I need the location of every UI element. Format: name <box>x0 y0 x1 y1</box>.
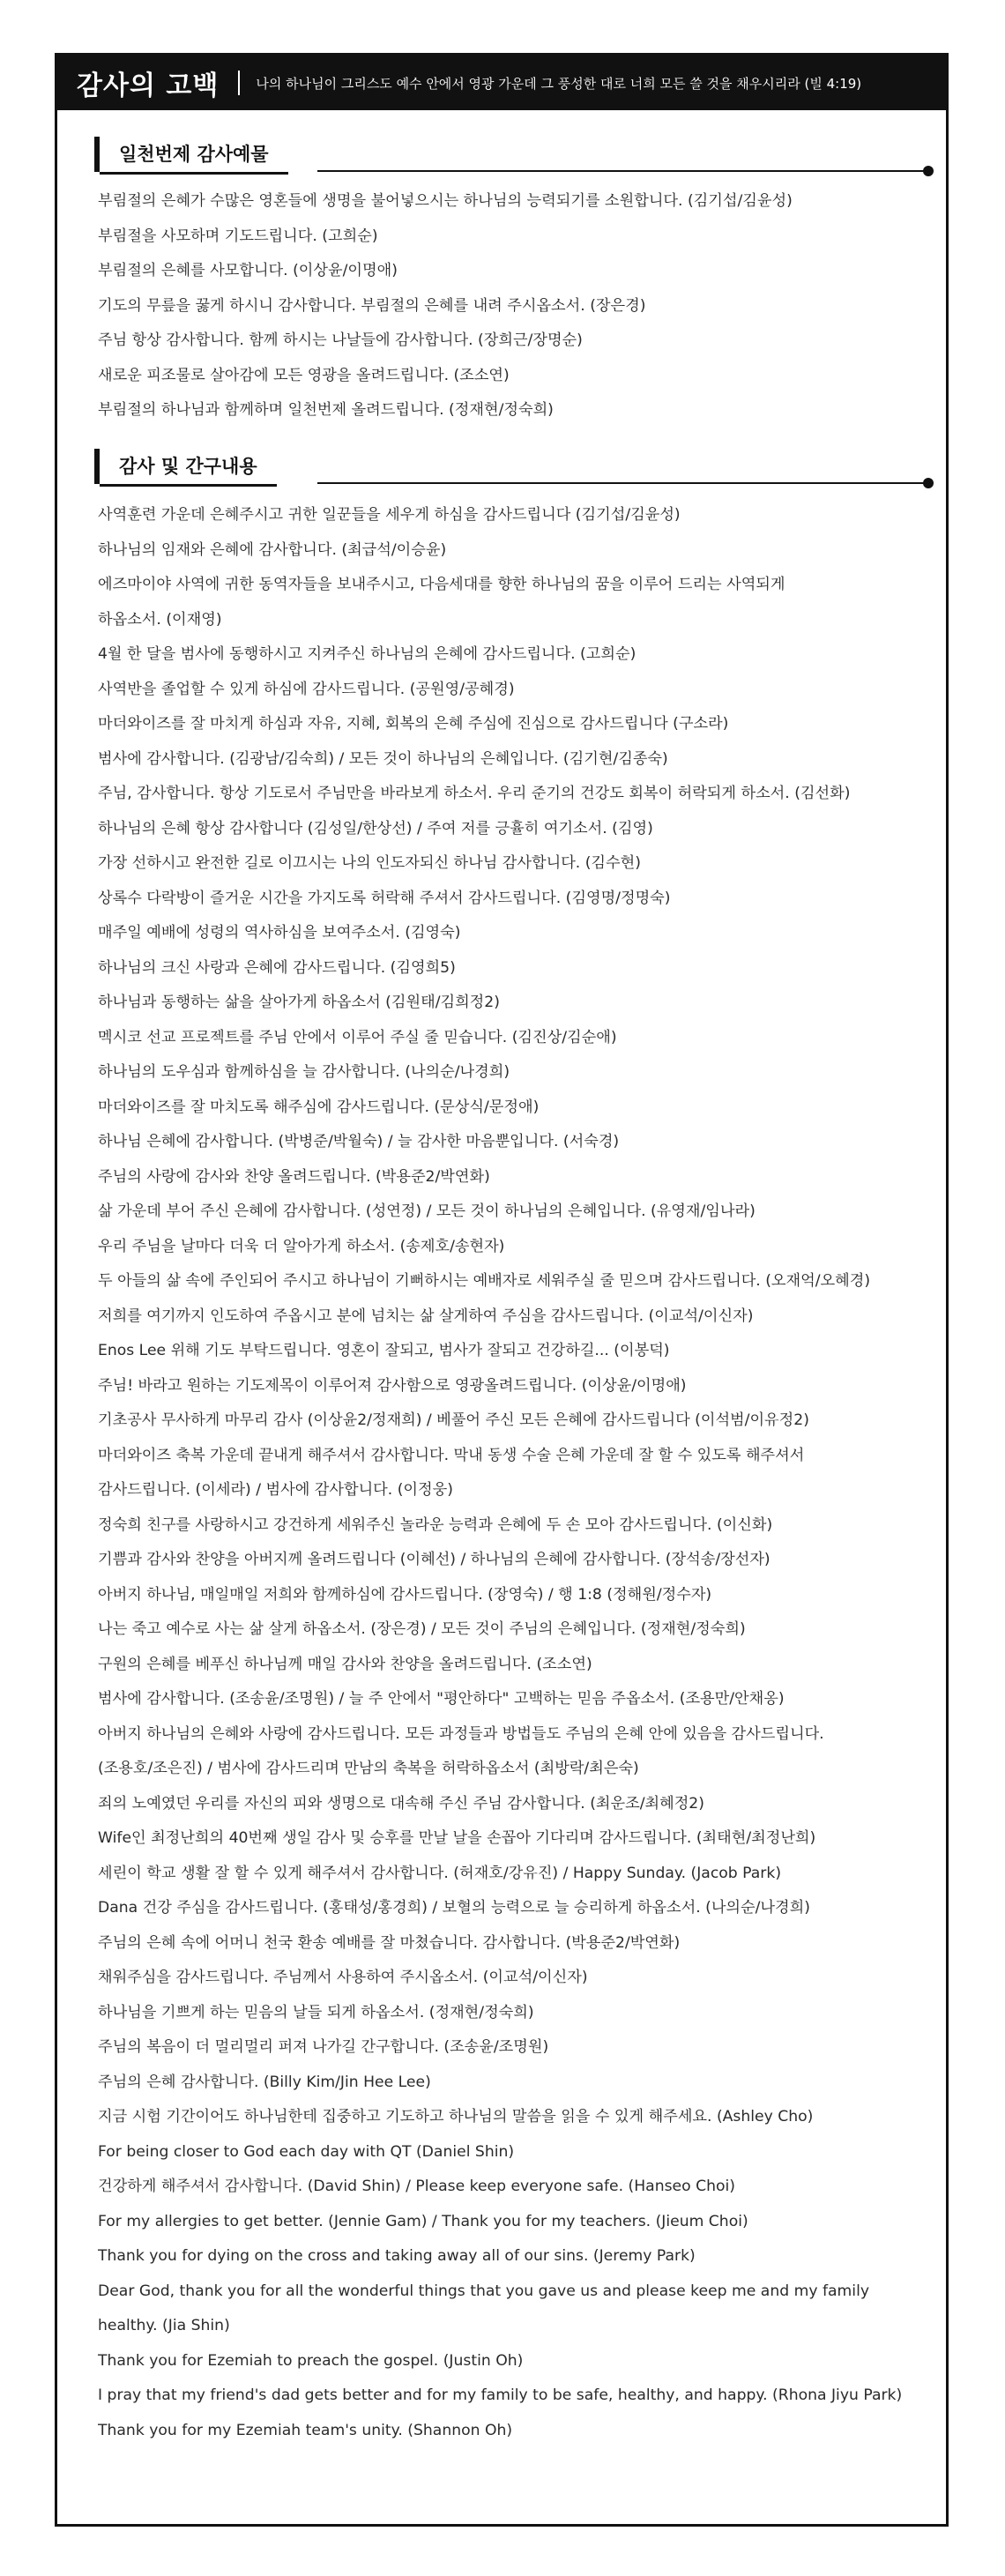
list-item: 지금 시험 기간이어도 하나님한테 집중하고 기도하고 하나님의 말씀을 읽을 수 있게 해주세요. (Ashley Cho) <box>98 2108 814 2126</box>
list-item: 건강하게 해주셔서 감사합니다. (David Shin) / Please keep everyone safe. (Hanseo Choi) <box>98 2178 735 2195</box>
list-item: Dana 건강 주심을 감사드립니다. (홍태성/홍경희) / 보혈의 능력으로 늘 승리하게 하옵소서. (나의순/나경희) <box>98 1899 810 1917</box>
list-item: 우리 주님을 날마다 더욱 더 알아가게 하소서. (송제호/송현자) <box>98 1237 505 1255</box>
list-item: Thank you for my Ezemiah team's unity. (Shannon Oh) <box>98 2421 513 2439</box>
section-rule <box>317 170 928 172</box>
list-item: 나는 죽고 예수로 사는 삶 살게 하옵소서. (장은경) / 모든 것이 주님의 은혜입니다. (정재현/정숙희) <box>98 1620 746 1638</box>
section-thanks-and-prayers <box>57 449 946 2439</box>
list-item: For being closer to God each day with QT (Daniel Shin) <box>98 2142 515 2161</box>
list-item: 하나님의 임재와 은혜에 감사합니다. (최급석/이승윤) <box>98 540 447 559</box>
list-item: 하나님의 크신 사랑과 은혜에 감사드립니다. (김영희5) <box>98 958 456 977</box>
list-item: 하나님을 기쁘게 하는 믿음의 날들 되게 하옵소서. (정재현/정숙희) <box>98 2003 534 2021</box>
list-item: Enos Lee 위해 기도 부탁드립니다. 영혼이 잘되고, 범사가 잘되고 건강하길... (이봉덕) <box>98 1342 670 1359</box>
list-item: healthy. (Jia Shin) <box>98 2317 230 2334</box>
list-item: 기초공사 무사하게 마무리 감사 (이상윤2/정재희) / 베풀어 주신 모든 은혜에 감사드립니다 (이석범/이유정2) <box>98 1411 809 1429</box>
list-item: 마더와이즈를 잘 마치게 하심과 자유, 지혜, 회복의 은혜 주심에 진심으로 감사드립니다 (구소라) <box>98 715 729 733</box>
list-item: 하나님과 동행하는 삶을 살아가게 하옵소서 (김원태/김희정2) <box>98 994 500 1011</box>
list-item: 주님의 은혜 감사합니다. (Billy Kim/Jin Hee Lee) <box>98 2073 431 2091</box>
list-item: 새로운 피조물로 살아감에 모든 영광을 올려드립니다. (조소연) <box>98 366 510 384</box>
list-item: I pray that my friend's dad gets better and for my family to be safe, healthy, and happy. (Rhona Jiyu Park) <box>98 2386 903 2404</box>
section-rule <box>317 482 928 484</box>
list-item: 주님의 사랑에 감사와 찬양 올려드립니다. (박용준2/박연화) <box>98 1167 490 1186</box>
list-item: 하나님의 도우심과 함께하심을 늘 감사합니다. (나의순/나경희) <box>98 1063 510 1081</box>
list-item: 가장 선하시고 완전한 길로 이끄시는 나의 인도자되신 하나님 감사합니다. (김수현) <box>98 854 641 872</box>
section-rule-dot <box>923 166 934 176</box>
list-item: 주님 항상 감사합니다. 함께 하시는 나날들에 감사합니다. (장희근/장명순) <box>98 331 583 349</box>
list-item: 에즈마이야 사역에 귀한 동역자들을 보내주시고, 다음세대를 향한 하나님의 꿈을 이루어 드리는 사역되게 <box>98 576 785 593</box>
section-title: 일천번제 감사예물 <box>94 137 288 172</box>
section-heading <box>57 449 946 488</box>
section-heading <box>57 137 946 175</box>
list-item: 마더와이즈 축복 가운데 끝내게 해주셔서 감사합니다. 막내 동생 수술 은혜 가운데 잘 할 수 있도록 해주셔서 <box>98 1446 805 1464</box>
list-item: 매주일 예배에 성령의 역사하심을 보여주소서. (김영숙) <box>98 924 461 942</box>
list-item: 삶 가운데 부어 주신 은혜에 감사합니다. (성연정) / 모든 것이 하나님의 은혜입니다. (유영재/임나라) <box>98 1202 756 1220</box>
list-item: 상록수 다락방이 즐거운 시간을 가지도록 허락해 주셔서 감사드립니다. (김영명/정명숙) <box>98 889 671 907</box>
list-item: (조용호/조은진) / 범사에 감사드리며 만남의 축복을 허락하옵소서 (최방락/최은숙) <box>98 1760 639 1777</box>
list-item: 죄의 노예였던 우리를 자신의 피와 생명으로 대속해 주신 주님 감사합니다. (최운조/최혜정2) <box>98 1794 704 1813</box>
list-item: 저희를 여기까지 인도하여 주옵시고 분에 넘치는 삶 살게하여 주심을 감사드립니다. (이교석/이신자) <box>98 1307 754 1325</box>
list-item: 하나님 은혜에 감사합니다. (박병준/박월숙) / 늘 감사한 마음뿐입니다. (서숙경) <box>98 1133 620 1150</box>
list-item: 하나님의 은혜 항상 감사합니다 (김성일/한상선) / 주여 저를 긍휼히 여기소서. (김영) <box>98 819 653 838</box>
section-rule-dot <box>923 478 934 488</box>
list-item: 아버지 하나님, 매일매일 저희와 함께하심에 감사드립니다. (장영숙) / 행 1:8 (정해원/정수자) <box>98 1585 712 1604</box>
list-item: 주님! 바라고 원하는 기도제목이 이루어져 감사함으로 영광올려드립니다. (이상윤/이명애) <box>98 1376 687 1395</box>
list-item: Wife인 최정난희의 40번째 생일 감사 및 승후를 만날 날을 손꼽아 기다리며 감사드립니다. (최태현/최정난희) <box>98 1829 816 1847</box>
list-item: Thank you for dying on the cross and taking away all of our sins. (Jeremy Park) <box>98 2247 696 2265</box>
section-thousand-offering <box>57 137 946 419</box>
section-title: 감사 및 간구내용 <box>94 449 277 484</box>
list-item: 부림절의 은혜를 사모합니다. (이상윤/이명애) <box>98 262 398 279</box>
list-item: Thank you for Ezemiah to preach the gospel. (Justin Oh) <box>98 2351 524 2370</box>
list-item: 주님, 감사합니다. 항상 기도로서 주님만을 바라보게 하소서. 우리 준기의 건강도 회복이 허락되게 하소서. (김선화) <box>98 785 851 802</box>
list-item: 채워주심을 감사드립니다. 주님께서 사용하여 주시옵소서. (이교석/이신자) <box>98 1969 588 1986</box>
prayer-list <box>98 498 919 2448</box>
list-item: 멕시코 선교 프로젝트를 주님 안에서 이루어 주실 줄 믿습니다. (김진상/김순애) <box>98 1028 617 1046</box>
list-item: Dear God, thank you for all the wonderful things that you gave us and please keep me and my family <box>98 2282 870 2300</box>
list-item: 사역훈련 가운데 은혜주시고 귀한 일꾼들을 세우게 하심을 감사드립니다 (김기섭/김윤성) <box>98 506 681 524</box>
list-item: 구원의 은혜를 베푸신 하나님께 매일 감사와 찬양을 올려드립니다. (조소연) <box>98 1655 592 1673</box>
list-item: 부림절의 은혜가 수많은 영혼들에 생명을 불어넣으시는 하나님의 능력되기를 소원합니다. (김기섭/김윤성) <box>98 192 793 210</box>
header-divider <box>238 71 240 95</box>
header-bar <box>57 56 946 110</box>
thanksgiving-panel <box>55 53 949 2527</box>
list-item: 두 아들의 삶 속에 주인되어 주시고 하나님이 기뻐하시는 예배자로 세워주실 줄 믿으며 감사드립니다. (오재억/오혜경) <box>98 1272 871 1290</box>
list-item: 마더와이즈를 잘 마치도록 해주심에 감사드립니다. (문상식/문정애) <box>98 1098 540 1116</box>
list-item: 기도의 무릎을 꿇게 하시니 감사합니다. 부림절의 은혜를 내려 주시옵소서. (장은경) <box>98 296 646 315</box>
list-item: 4월 한 달을 범사에 동행하시고 지켜주신 하나님의 은혜에 감사드립니다. (고희순) <box>98 645 636 663</box>
list-item: 사역반을 졸업할 수 있게 하심에 감사드립니다. (공원영/공혜경) <box>98 680 515 698</box>
offering-list <box>98 184 919 428</box>
list-item: 아버지 하나님의 은혜와 사랑에 감사드립니다. 모든 과정들과 방법들도 주님의 은혜 안에 있음을 감사드립니다. <box>98 1724 824 1743</box>
list-item: 주님의 은혜 속에 어머니 천국 환송 예배를 잘 마쳤습니다. 감사합니다. (박용준2/박연화) <box>98 1933 681 1952</box>
list-item: For my allergies to get better. (Jennie Gam) / Thank you for my teachers. (Jieum Choi) <box>98 2212 748 2230</box>
list-item: 기쁨과 감사와 찬양을 아버지께 올려드립니다 (이혜선) / 하나님의 은혜에 감사합니다. (장석송/장선자) <box>98 1551 770 1568</box>
list-item: 감사드립니다. (이세라) / 범사에 감사합니다. (이정웅) <box>98 1481 453 1499</box>
list-item: 하옵소서. (이재영) <box>98 610 222 629</box>
list-item: 정숙희 친구를 사랑하시고 강건하게 세워주신 놀라운 능력과 은혜에 두 손 모아 감사드립니다. (이신화) <box>98 1515 773 1534</box>
header-verse: 나의 하나님이 그리스도 예수 안에서 영광 가운데 그 풍성한 대로 너희 모든 쓸 것을 채우시리라 (빌 4:19) <box>256 75 862 92</box>
page-title: 감사의 고백 <box>77 71 220 101</box>
list-item: 세린이 학교 생활 잘 할 수 있게 해주셔서 감사합니다. (허재호/강유진) / Happy Sunday. (Jacob Park) <box>98 1864 782 1882</box>
list-item: 범사에 감사합니다. (김광남/김숙희) / 모든 것이 하나님의 은혜입니다. (김기현/김종숙) <box>98 749 668 768</box>
list-item: 범사에 감사합니다. (조송윤/조명원) / 늘 주 안에서 "평안하다" 고백하는 믿음 주옵소서. (조용만/안채옹) <box>98 1690 785 1708</box>
list-item: 부림절을 사모하며 기도드립니다. (고희순) <box>98 227 378 245</box>
list-item: 주님의 복음이 더 멀리멀리 퍼져 나가길 간구합니다. (조송윤/조명원) <box>98 2038 549 2056</box>
list-item: 부림절의 하나님과 함께하며 일천번제 올려드립니다. (정재현/정숙희) <box>98 401 554 419</box>
